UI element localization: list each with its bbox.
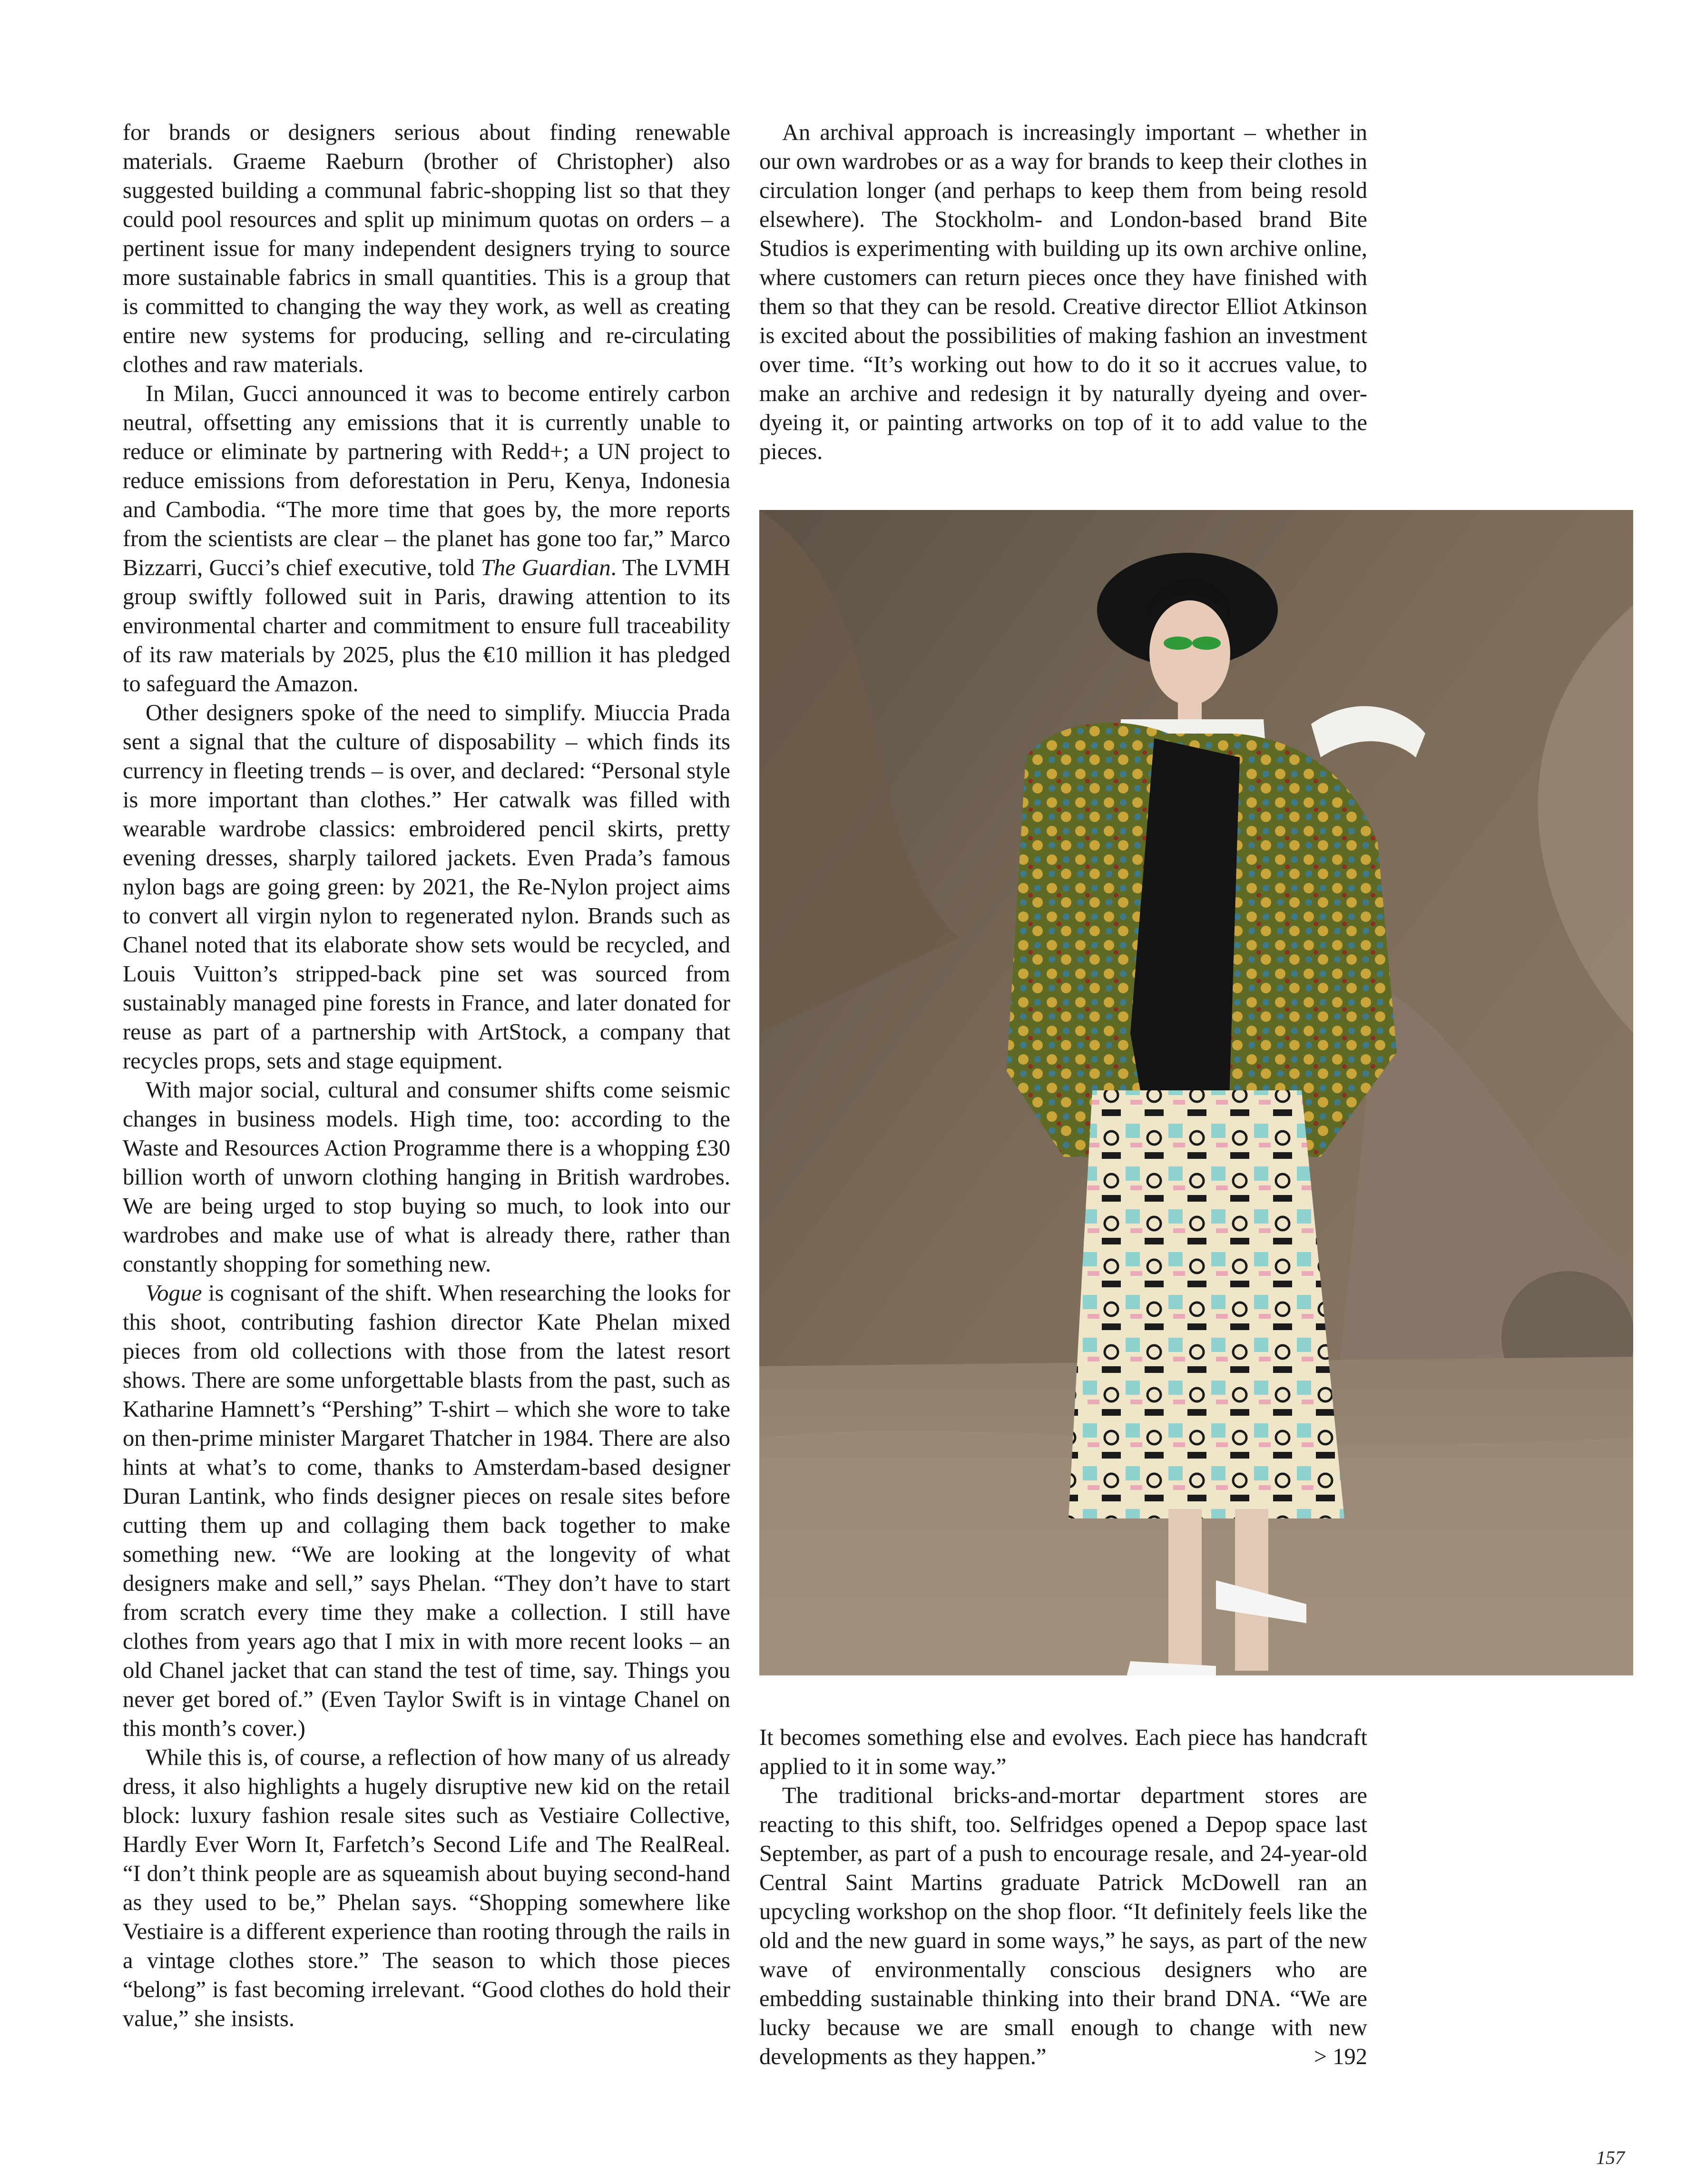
continued-page-ref: > 192 <box>1314 2044 1367 2069</box>
paragraph: It becomes something else and evolves. Each piece has handcraft applied to it in some way.” <box>759 1725 1367 1779</box>
fashion-photograph <box>759 510 1633 1675</box>
paragraph <box>123 379 730 698</box>
paragraph: With major social, cultural and consumer shifts come seismic changes in business models. High time, too: according to the Waste and Resources Action Programme there is a whopping £30 billion worth of unworn clothing hanging in British wardrobes. We are being urged to stop buying so much, to look into our wardrobes and make use of what is already there, rather than constantly shopping for something new. <box>123 1077 730 1277</box>
article-column-right-top <box>759 118 1367 466</box>
paragraph: Other designers spoke of the need to simplify. Miuccia Prada sent a signal that the culture of disposability – which finds its currency in fleeting trends – is over, and declared: “Personal style is more important than clothes.” Her catwalk was filled with wearable wardrobe classics: embroidered pencil skirts, pretty evening dresses, sharply tailored jackets. Even Prada’s famous nylon bags are going green: by 2021, the Re-Nylon project aims to convert all virgin nylon to regenerated nylon. Brands such as Chanel noted that its elaborate show sets would be recycled, and Louis Vuitton’s stripped-back pine set was sourced from sustainably managed pine forests in France, and later donated for reuse as part of a partnership with ArtStock, a company that recycles props, sets and stage equipment. <box>123 700 730 1074</box>
article-column-left <box>123 118 730 2033</box>
page-number: 157 <box>1596 2147 1625 2168</box>
paragraph-text: is cognisant of the shift. When researching the looks for this shoot, contributing fashion director Kate Phelan mixed pieces from old collections with those from the latest resort shows. There are some unforgettable blasts from the past, such as Katharine Hamnett’s “Pershing” T-shirt – which she wore to take on then-prime minister Margaret Thatcher in 1984. There are also hints at what’s to come, thanks to Amsterdam-based designer Duran Lantink, who finds designer pieces on resale sites before cutting them up and collaging them back together to make something new. “We are looking at the longevity of what designers make and sell,” says Phelan. “They don’t have to start from scratch every time they make a collection. I still have clothes from years ago that I mix in with more recent looks – an old Chanel jacket that can stand the test of time, say. Things you never get bored of.” (Even Taylor Swift is in vintage Chanel on this month’s cover.) <box>123 1281 730 1741</box>
publication-title: Vogue <box>146 1281 202 1306</box>
paragraph: While this is, of course, a reflection of how many of us already dress, it also highlights a hugely disruptive new kid on the retail block: luxury fashion resale sites such as Vestiaire Collective, Hardly Ever Worn It, Farfetch’s Second Life and The RealReal. “I don’t think people are as squeamish about buying second-hand as they used to be,” Phelan says. “Shopping somewhere like Vestiaire is a different experience than rooting through the rails in a vintage clothes store.” The season to which those pieces “belong” is fast becoming irrelevant. “Good clothes do hold their value,” she insists. <box>123 1745 730 2031</box>
article-column-right-bottom <box>759 1723 1367 2071</box>
publication-title: The Guardian <box>480 555 611 580</box>
paragraph-text: In Milan, Gucci announced it was to become entirely carbon neutral, offsetting any emissions that it is currently unable to reduce or eliminate by partnering with Redd+; a UN project to reduce emissions from deforestation in Peru, Kenya, Indonesia and Cambodia. “The more time that goes by, the more reports from the scientists are clear – the planet has gone too far,” Marco Bizzarri, Gucci’s chief executive, told <box>123 381 730 580</box>
paragraph-text: . The LVMH group swiftly followed suit in Paris, drawing attention to its environmental charter and commitment to ensure full traceability of its raw materials by 2025, plus the €10 million it has pledged to safeguard the Amazon. <box>123 555 731 696</box>
paragraph <box>759 1781 1367 2071</box>
paragraph: for brands or designers serious about finding renewable materials. Graeme Raeburn (brother of Christopher) also suggested building a communal fabric-shopping list so that they could pool resources and split up minimum quotas on orders – a pertinent issue for many independent designers trying to source more sustainable fabrics in small quantities. This is a group that is committed to changing the way they work, as well as creating entire new systems for producing, selling and re-circulating clothes and raw materials. <box>123 120 730 377</box>
paragraph-text: The traditional bricks-and-mortar department stores are reacting to this shift, too. Selfridges opened a Depop space last September, as part of a push to encourage resale, and 24-year-old Central Saint Martins graduate Patrick McDowell ran an upcycling workshop on the shop floor. “It definitely feels like the old and the new guard in some ways,” he says, as part of the new wave of environmentally conscious designers who are embedding sustainable thinking into their brand DNA. “We are lucky because we are small enough to change with new developments as they happen.” <box>759 1783 1367 2069</box>
paragraph: An archival approach is increasingly important – whether in our own wardrobes or as a way for brands to keep their clothes in circulation longer (and perhaps to keep them from being resold elsewhere). The Stockholm- and London-based brand Bite Studios is experimenting with building up its own archive online, where customers can return pieces once they have finished with them so that they can be resold. Creative director Elliot Atkinson is excited about the possibilities of making fashion an investment over time. “It’s working out how to do it so it accrues value, to make an archive and redesign it by naturally dyeing and over-dyeing it, or painting artworks on top of it to add value to the pieces. <box>759 120 1367 464</box>
paragraph <box>123 1279 730 1743</box>
